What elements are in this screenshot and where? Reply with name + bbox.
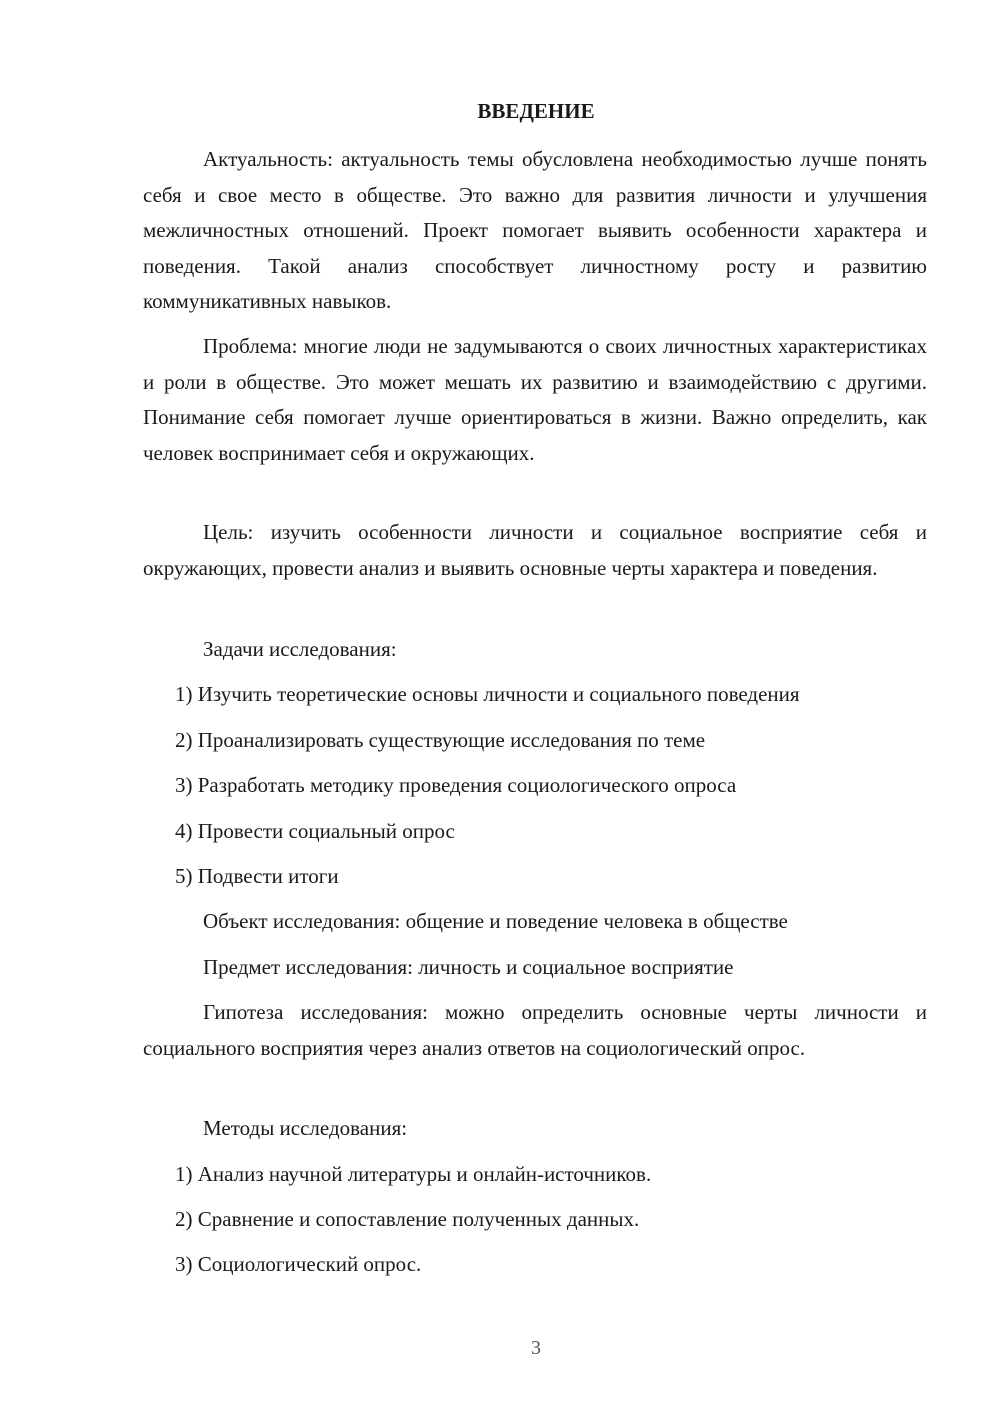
task-item: 2) Проанализировать существующие исследования по теме: [175, 728, 706, 752]
methods-heading: Методы исследования:: [203, 1116, 408, 1140]
task-item: 3) Разработать методику проведения социологического опроса: [175, 773, 737, 797]
section-title: ВВЕДЕНИЕ: [477, 99, 595, 123]
method-item: 1) Анализ научной литературы и онлайн-источников.: [175, 1162, 652, 1186]
problem-paragraph: Проблема: многие люди не задумываются о своих личностных характеристиках и роли в обществе. Это может мешать их развитию и взаимодействию с другими. Понимание себя помогает лучше ориентироваться в жизни. Важно определить, как человек воспринимает себя и окружающих.: [143, 334, 927, 465]
relevance-paragraph: Актуальность: актуальность темы обусловлена необходимостью лучше понять себя и свое место в обществе. Это важно для развития личности и улучшения межличностных отношений. Проект помогает выявить особенности характера и поведения. Такой анализ способствует личностному росту и развитию коммуникативных навыков.: [143, 147, 927, 313]
method-item: 2) Сравнение и сопоставление полученных данных.: [175, 1207, 640, 1231]
hypothesis-paragraph: Гипотеза исследования: можно определить основные черты личности и социального восприятия через анализ ответов на социологический опрос.: [143, 1000, 927, 1060]
research-object: Объект исследования: общение и поведение человека в обществе: [203, 909, 788, 933]
page-number: 3: [531, 1337, 541, 1359]
task-item: 5) Подвести итоги: [175, 864, 339, 888]
research-subject: Предмет исследования: личность и социальное восприятие: [203, 955, 734, 979]
method-item: 3) Социологический опрос.: [175, 1252, 422, 1276]
tasks-heading: Задачи исследования:: [203, 637, 397, 661]
goal-paragraph: Цель: изучить особенности личности и социальное восприятие себя и окружающих, провести анализ и выявить основные черты характера и поведения.: [143, 520, 927, 580]
task-item: 4) Провести социальный опрос: [175, 819, 455, 843]
task-item: 1) Изучить теоретические основы личности и социального поведения: [175, 682, 800, 706]
